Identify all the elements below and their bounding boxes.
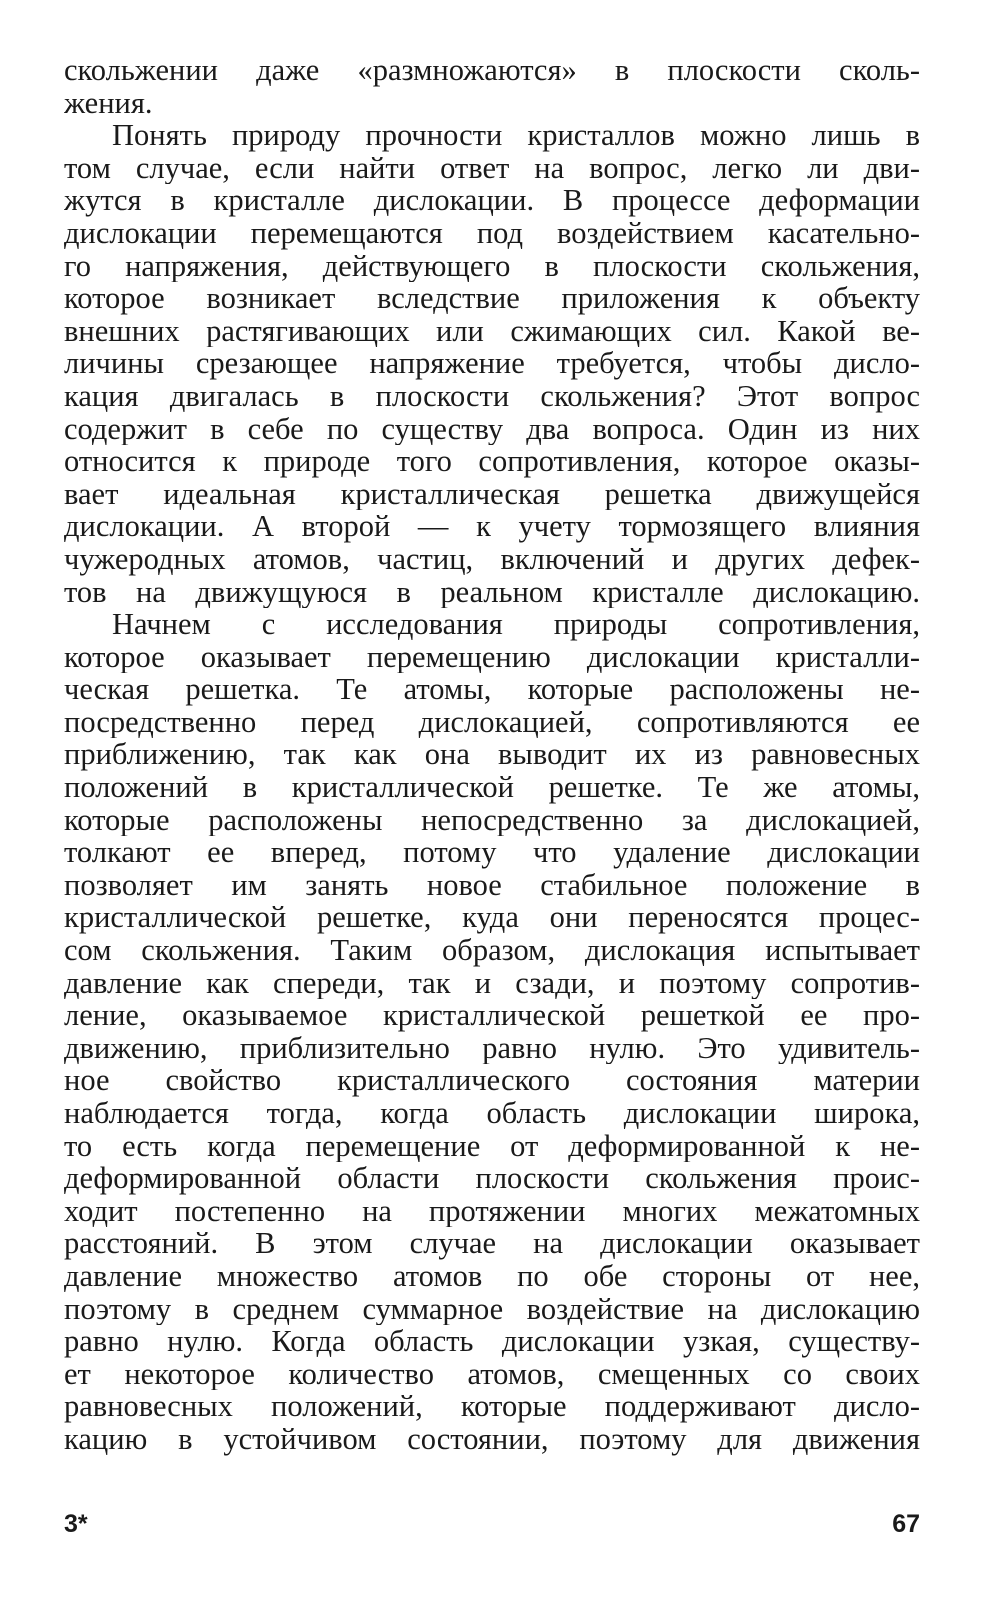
- text-line: внешних растягивающих или сжимающих сил. Какой ве-: [64, 314, 920, 348]
- text-line: которое возникает вследствие приложения к объекту: [64, 282, 920, 315]
- text-line: поэтому в среднем суммарное воздействие на дислокацию: [64, 1292, 920, 1326]
- text-line: содержит в себе по существу два вопроса. Один из них: [64, 412, 920, 446]
- text-line: чужеродных атомов, частиц, включений и других дефек-: [64, 542, 920, 576]
- text-line: деформированной области плоскости скольжения проис-: [64, 1162, 920, 1195]
- text-line: толкают ее вперед, потому что удаление дислокации: [64, 836, 920, 869]
- text-line: ное свойство кристаллического состояния материи: [64, 1064, 920, 1097]
- text-line: том случае, если найти ответ на вопрос, легко ли дви-: [64, 151, 920, 185]
- text-line: Понять природу прочности кристаллов можно лишь в: [112, 119, 920, 152]
- text-line: позволяет им занять новое стабильное положение в: [64, 868, 920, 902]
- paragraph-1: [64, 54, 920, 119]
- text-line: равно нулю. Когда область дислокации узкая, существу-: [64, 1325, 920, 1358]
- page-number: 67: [892, 1510, 920, 1538]
- text-line: сом скольжения. Таким образом, дислокация испытывает: [64, 934, 920, 967]
- text-line: которые расположены непосредственно за дислокацией,: [64, 803, 920, 837]
- text-line: скольжении даже «размножаются» в плоскости сколь-: [64, 54, 920, 87]
- text-line: движению, приблизительно равно нулю. Это удивитель-: [64, 1031, 920, 1065]
- text-line: положений в кристаллической решетке. Те же атомы,: [64, 771, 920, 804]
- text-line: Начнем с исследования природы сопротивления,: [112, 608, 920, 641]
- text-line: то есть когда перемещение от деформированной к не-: [64, 1129, 920, 1163]
- text-line: ходит постепенно на протяжении многих межатомных: [64, 1194, 920, 1228]
- text-line: равновесных положений, которые поддерживают дисло-: [64, 1390, 920, 1423]
- text-line: ет некоторое количество атомов, смещенных со своих: [64, 1357, 920, 1391]
- text-line: давление как спереди, так и сзади, и поэтому сопротив-: [64, 966, 920, 1000]
- text-line: давление множество атомов по обе стороны от нее,: [64, 1259, 920, 1293]
- text-line: жения.: [64, 86, 153, 120]
- text-line: дислокации. А второй — к учету тормозящего влияния: [64, 510, 920, 543]
- paragraph-3: [64, 608, 920, 1455]
- text-line: тов на движущуюся в реальном кристалле дислокацию.: [64, 575, 920, 609]
- text-line: относится к природе того сопротивления, которое оказы-: [64, 445, 920, 478]
- text-line: которое оказывает перемещению дислокации кристалли-: [64, 640, 920, 674]
- page-footer: [64, 1510, 920, 1544]
- text-line: дислокации перемещаются под воздействием касательно-: [64, 216, 920, 250]
- text-line: расстояний. В этом случае на дислокации оказывает: [64, 1227, 920, 1260]
- text-line: ление, оказываемое кристаллической решеткой ее про-: [64, 999, 920, 1032]
- text-line: приближению, так как она выводит их из равновесных: [64, 738, 920, 772]
- text-line: личины срезающее напряжение требуется, чтобы дисло-: [64, 347, 920, 380]
- text-line: наблюдается тогда, когда область дислокации широка,: [64, 1097, 920, 1130]
- text-line: кристаллической решетке, куда они переносятся процес-: [64, 901, 920, 935]
- text-line: го напряжения, действующего в плоскости скольжения,: [64, 249, 920, 283]
- text-line: кация двигалась в плоскости скольжения? Этот вопрос: [64, 379, 920, 413]
- text-line: посредственно перед дислокацией, сопротивляются ее: [64, 705, 920, 739]
- paragraph-2: [64, 119, 920, 608]
- text-line: кацию в устойчивом состоянии, поэтому для движения: [64, 1422, 920, 1456]
- text-line: вает идеальная кристаллическая решетка движущейся: [64, 477, 920, 511]
- text-line: ческая решетка. Те атомы, которые расположены не-: [64, 673, 920, 706]
- page-body: [64, 54, 920, 1456]
- signature-mark: 3*: [64, 1510, 88, 1538]
- text-line: жутся в кристалле дислокации. В процессе деформации: [64, 184, 920, 217]
